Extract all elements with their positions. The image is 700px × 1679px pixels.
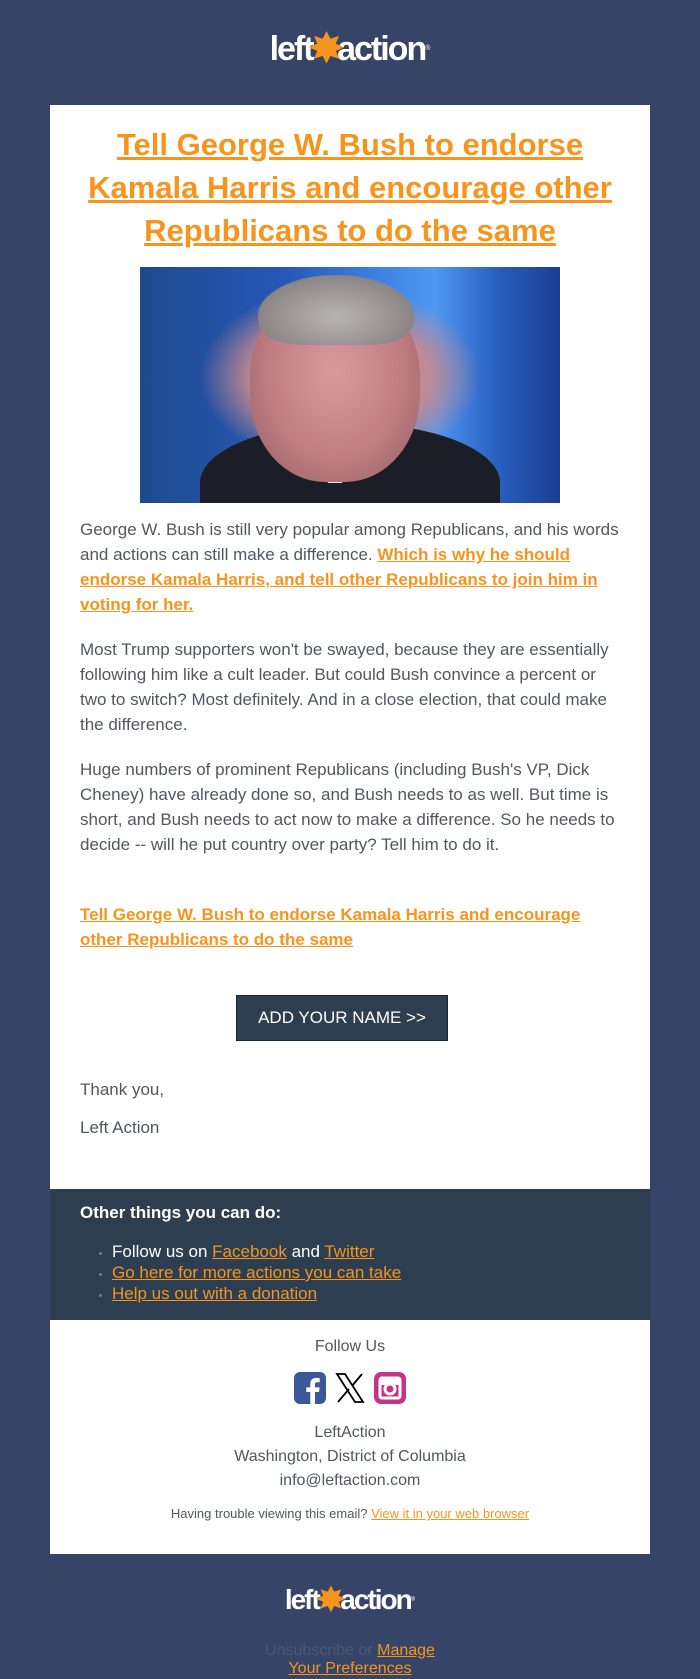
twitter-link[interactable]: Twitter (324, 1242, 375, 1261)
instagram-icon[interactable] (374, 1372, 406, 1404)
bush-photo[interactable] (140, 267, 560, 503)
paragraph-2: Most Trump supporters won't be swayed, because they are essentially following him like a cult leader. But could Bush convince a percent or two to switch? Most definitely. And in a close election, that could make the difference. (80, 640, 609, 734)
unsubscribe-area (250, 1642, 450, 1678)
other-actions-list (80, 1241, 401, 1304)
unsubscribe-link[interactable]: Unsubscribe (265, 1642, 354, 1659)
more-actions-link[interactable]: Go here for more actions you can take (112, 1263, 402, 1282)
other-actions-panel (50, 1189, 650, 1320)
thanks-text: Thank you, (80, 1080, 165, 1099)
leftaction-logo[interactable] (0, 27, 700, 71)
starburst-icon: ✸ (308, 27, 342, 71)
other-actions-title: Other things you can do: (80, 1203, 282, 1222)
registered-mark: ® (425, 45, 431, 52)
headline (50, 105, 650, 252)
registered-mark: ® (410, 1597, 416, 1603)
logo-text-right: action (337, 30, 426, 68)
list-item (112, 1283, 401, 1304)
paragraph-3: Huge numbers of prominent Republicans (including Bush's VP, Dick Cheney) have already done so, and Bush needs to as well. But time is short, and Bush needs to act now to make a difference. So he needs to decide -- will he put country over party? Tell him to do it. (80, 760, 615, 854)
x-icon[interactable] (334, 1372, 366, 1404)
logo-text-left: left (284, 1584, 319, 1615)
endorse-link[interactable]: Which is why he should endorse Kamala Harris, and tell other Republicans to join him in voting for her. (80, 545, 598, 614)
manage-preferences-link[interactable]: Manage Your Preferences (288, 1642, 435, 1677)
follow-prefix: Follow us on (112, 1242, 213, 1261)
trouble-viewing (50, 1506, 650, 1521)
main-card (50, 105, 650, 1189)
add-your-name-button[interactable]: ADD YOUR NAME >> (236, 995, 448, 1041)
signature: Left Action (80, 1118, 160, 1137)
and-text: and (286, 1242, 325, 1261)
org-email: info@leftaction.com (279, 1472, 421, 1489)
paragraph-4 (80, 902, 620, 952)
facebook-icon[interactable] (294, 1372, 326, 1404)
trouble-text: Having trouble viewing this email? (170, 1506, 372, 1521)
header (0, 0, 700, 105)
list-item (112, 1262, 401, 1283)
logo-text-right: action (340, 1584, 411, 1615)
photo-hair (258, 275, 414, 345)
footer-card (50, 1320, 650, 1554)
follow-us-label: Follow Us (314, 1338, 386, 1355)
or-text: or (353, 1642, 378, 1659)
org-name: LeftAction (314, 1424, 386, 1441)
list-item (112, 1241, 401, 1262)
facebook-link[interactable]: Facebook (212, 1242, 287, 1261)
donation-link[interactable]: Help us out with a donation (112, 1284, 318, 1303)
org-location: Washington, District of Columbia (234, 1448, 466, 1465)
logo-text-left: left (269, 30, 313, 68)
starburst-icon: ✸ (316, 1581, 343, 1618)
paragraph-1 (80, 517, 620, 617)
web-browser-link[interactable]: View it in your web browser (371, 1506, 530, 1521)
footer-logo[interactable] (0, 1581, 700, 1618)
petition-link[interactable]: Tell George W. Bush to endorse Kamala Harris and encourage other Republicans to do the same (80, 905, 581, 949)
headline-link[interactable]: Tell George W. Bush to endorse Kamala Harris and encourage other Republicans to do the same (88, 127, 612, 248)
paragraph-1-text: George W. Bush is still very popular among Republicans, and his words and actions can still make a difference. (80, 520, 619, 564)
social-icons (50, 1372, 650, 1408)
